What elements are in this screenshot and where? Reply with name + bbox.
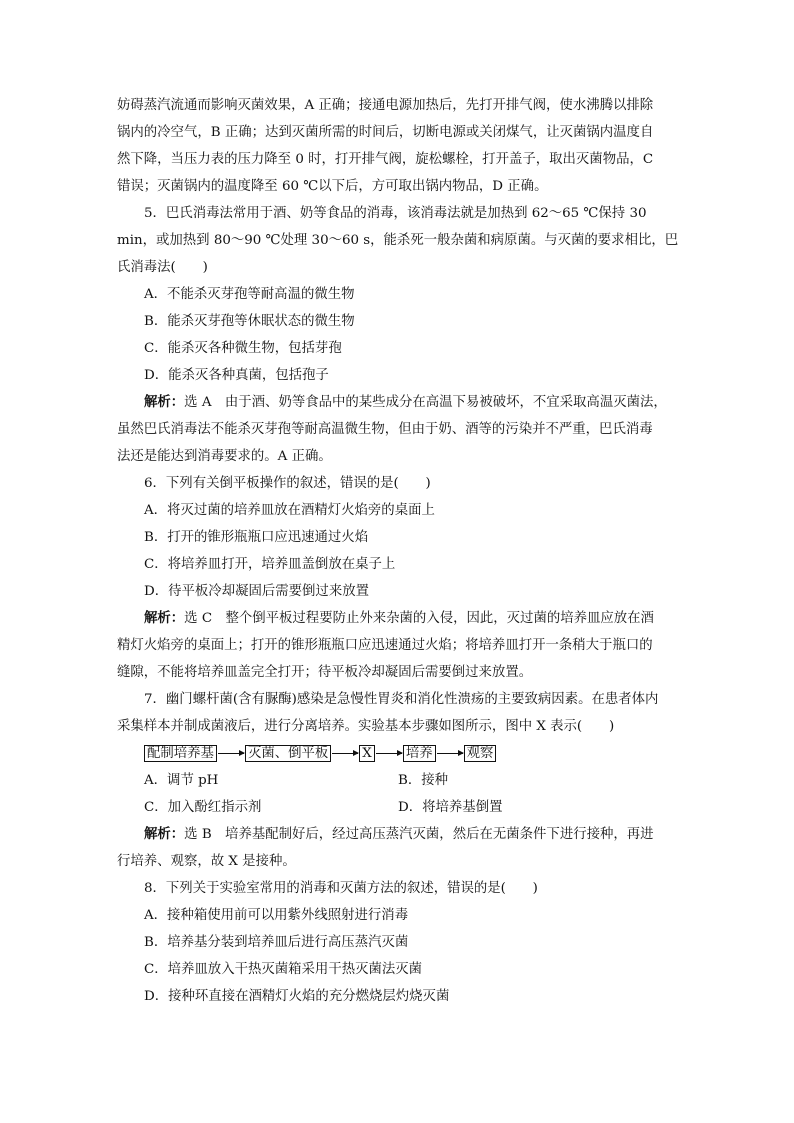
option-b: B．打开的锥形瓶瓶口应迅速通过火焰 bbox=[144, 530, 369, 545]
analysis-label: 解析： bbox=[144, 610, 185, 626]
flow-step-x: X bbox=[359, 745, 375, 762]
option-c: C．将培养皿打开，培养皿盖倒放在桌子上 bbox=[144, 557, 396, 572]
text-line: 然下降，当压力表的压力降至 0 时，打开排气阀，旋松螺栓，打开盖子，取出灭菌物品，C bbox=[117, 152, 654, 167]
analysis-text: 虽然巴氏消毒法不能杀灭芽孢等耐高温微生物，但由于奶、酒等的污染并不严重，巴氏消毒 bbox=[117, 422, 653, 437]
question-5 bbox=[117, 200, 682, 470]
analysis-label: 解析： bbox=[144, 394, 185, 410]
arrow-right-icon bbox=[437, 753, 463, 754]
analysis-label: 解析： bbox=[144, 826, 185, 842]
text-line: 妨碍蒸汽流通而影响灭菌效果，A 正确；接通电源加热后，先打开排气阀，使水沸腾以排除 bbox=[117, 98, 654, 113]
analysis-text: 缝隙，不能将培养皿盖完全打开；待平板冷却凝固后需要倒过来放置。 bbox=[117, 665, 533, 680]
question-stem: 氏消毒法( ) bbox=[117, 260, 208, 275]
question-8 bbox=[117, 875, 682, 1010]
question-stem: min，或加热到 80～90 ℃处理 30～60 s，能杀死一般杂菌和病原菌。与灭菌的要求相比，巴 bbox=[117, 233, 679, 248]
arrow-right-icon bbox=[332, 753, 358, 754]
analysis-text: 选 B 培养基配制好后，经过高压蒸汽灭菌，然后在无菌条件下进行接种，再进 bbox=[184, 827, 654, 842]
analysis bbox=[117, 605, 682, 632]
option-a: A．将灭过菌的培养皿放在酒精灯火焰旁的桌面上 bbox=[144, 503, 435, 518]
analysis bbox=[117, 389, 682, 416]
question-stem: 5．巴氏消毒法常用于酒、奶等食品的消毒，该消毒法就是加热到 62～65 ℃保持 30 bbox=[144, 206, 647, 221]
flow-step-prepare-medium: 配制培养基 bbox=[144, 745, 217, 762]
option-b: B．培养基分装到培养皿后进行高压蒸汽灭菌 bbox=[144, 935, 409, 950]
flow-step-culture: 培养 bbox=[403, 745, 436, 762]
procedure-flowchart bbox=[117, 740, 682, 767]
analysis-text: 选 C 整个倒平板过程要防止外来杂菌的入侵，因此，灭过菌的培养皿应放在酒 bbox=[184, 611, 654, 626]
arrow-right-icon bbox=[218, 753, 244, 754]
text-line: 锅内的冷空气，B 正确；达到灭菌所需的时间后，切断电源或关闭煤气，让灭菌锅内温度自 bbox=[117, 125, 654, 140]
option-d: D．能杀灭各种真菌，包括孢子 bbox=[144, 368, 329, 383]
option-d: D．将培养基倒置 bbox=[398, 800, 503, 815]
question-7 bbox=[117, 686, 682, 875]
option-a: A．不能杀灭芽孢等耐高温的微生物 bbox=[144, 287, 355, 302]
option-c: C．能杀灭各种微生物，包括芽孢 bbox=[144, 341, 342, 356]
question-stem: 8．下列关于实验室常用的消毒和灭菌方法的叙述，错误的是( ) bbox=[144, 881, 538, 896]
intro-paragraph bbox=[117, 92, 682, 200]
option-b: B．能杀灭芽孢等休眠状态的微生物 bbox=[144, 314, 355, 329]
option-c: C．培养皿放入干热灭菌箱采用干热灭菌法灭菌 bbox=[144, 962, 423, 977]
option-d: D．待平板冷却凝固后需要倒过来放置 bbox=[144, 584, 369, 599]
option-d: D．接种环直接在酒精灯火焰的充分燃烧层灼烧灭菌 bbox=[144, 989, 450, 1004]
options-row bbox=[117, 794, 682, 821]
option-b: B．接种 bbox=[398, 773, 449, 788]
document-page bbox=[117, 92, 682, 1010]
analysis bbox=[117, 821, 682, 848]
flow-step-sterilize: 灭菌、倒平板 bbox=[245, 745, 331, 762]
text-line: 错误；灭菌锅内的温度降至 60 ℃以下后，方可取出锅内物品，D 正确。 bbox=[117, 179, 548, 194]
options-row bbox=[117, 767, 682, 794]
arrow-right-icon bbox=[376, 753, 402, 754]
question-6 bbox=[117, 470, 682, 686]
option-a: A．调节 pH bbox=[144, 773, 219, 788]
analysis-text: 选 A 由于酒、奶等食品中的某些成分在高温下易被破坏，不宜采取高温灭菌法， bbox=[184, 395, 667, 410]
question-stem: 采集样本并制成菌液后，进行分离培养。实验基本步骤如图所示，图中 X 表示( ) bbox=[117, 719, 615, 734]
option-a: A．接种箱使用前可以用紫外线照射进行消毒 bbox=[144, 908, 409, 923]
question-stem: 6．下列有关倒平板操作的叙述，错误的是( ) bbox=[144, 476, 431, 491]
option-c: C．加入酚红指示剂 bbox=[144, 800, 262, 815]
flow-step-observe: 观察 bbox=[464, 745, 497, 762]
analysis-text: 精灯火焰旁的桌面上；打开的锥形瓶瓶口应迅速通过火焰；将培养皿打开一条稍大于瓶口的 bbox=[117, 638, 653, 653]
question-stem: 7．幽门螺杆菌(含有脲酶)感染是急慢性胃炎和消化性溃疡的主要致病因素。在患者体内 bbox=[144, 692, 659, 707]
analysis-text: 行培养、观察，故 X 是接种。 bbox=[117, 854, 296, 869]
analysis-text: 法还是能达到消毒要求的。A 正确。 bbox=[117, 449, 332, 464]
